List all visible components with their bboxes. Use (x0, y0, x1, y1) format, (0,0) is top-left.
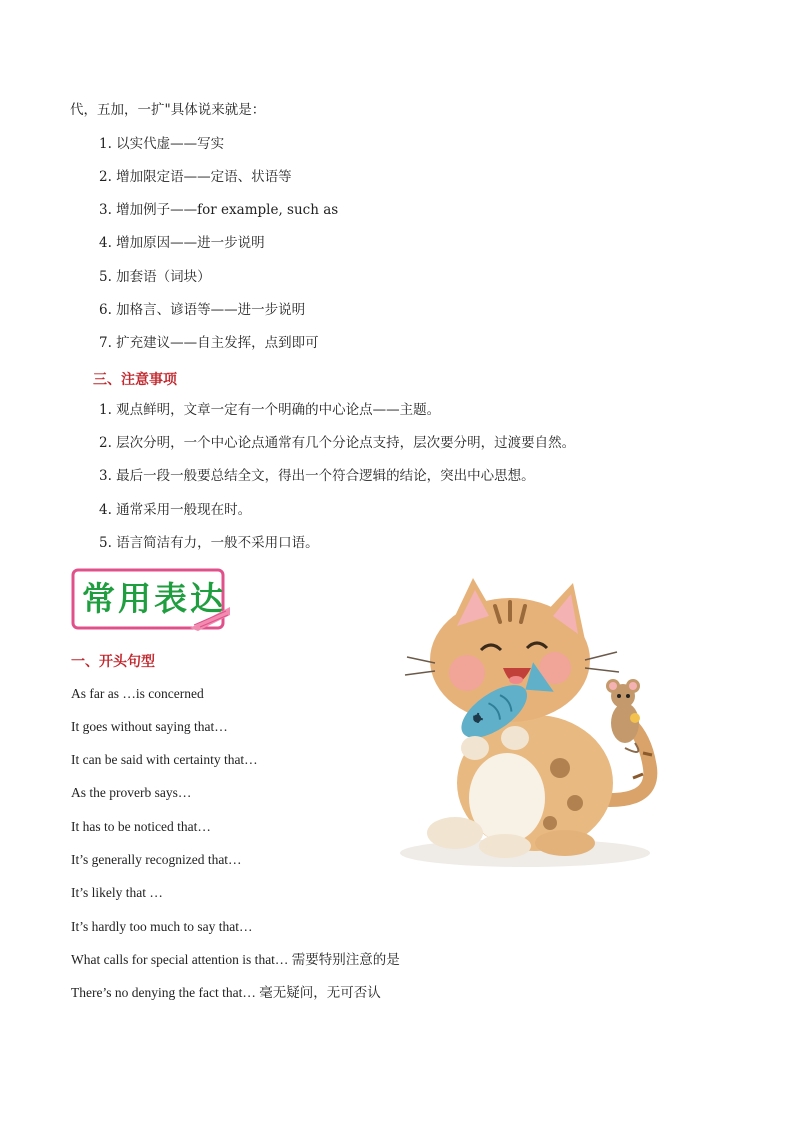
common-expressions-badge (70, 567, 232, 633)
list-item: 1. 以实代虚——写实 (99, 136, 225, 152)
badge-label: 常用表达 (82, 579, 226, 618)
phrase-item: As the proverb says… (71, 785, 192, 800)
cat-illustration (395, 568, 685, 878)
phrase-item: As far as …is concerned (71, 686, 204, 701)
list-item: 7. 扩充建议——自主发挥，点到即可 (99, 335, 319, 351)
list-item: 1. 观点鲜明，文章一定有一个明确的中心论点——主题。 (99, 402, 441, 418)
list-item: 4. 增加原因——进一步说明 (99, 235, 265, 251)
phrase-item: It has to be noticed that… (71, 819, 211, 834)
phrase-item: There’s no denying the fact that… 毫无疑问，无可否认 (71, 985, 381, 1000)
list-item: 2. 层次分明，一个中心论点通常有几个分论点支持，层次要分明，过渡要自然。 (99, 435, 576, 451)
list-item: 6. 加格言、谚语等——进一步说明 (99, 302, 306, 318)
intro-text: 代，五加，一扩"具体说来就是： (70, 102, 266, 118)
list-item: 5. 加套语（词块） (99, 269, 211, 285)
phrase-item: What calls for special attention is that… 需要特别注意的是 (71, 952, 400, 967)
phrase-item: It’s likely that … (71, 885, 163, 900)
list-item: 3. 增加例子——for example, such as (99, 202, 339, 218)
section-heading-openers: 一、开头句型 (71, 654, 155, 670)
list-item: 5. 语言简洁有力，一般不采用口语。 (99, 535, 319, 551)
phrase-item: It can be said with certainty that… (71, 752, 258, 767)
list-item: 4. 通常采用一般现在时。 (99, 502, 252, 518)
phrase-item: It goes without saying that… (71, 719, 228, 734)
list-item: 2. 增加限定语——定语、状语等 (99, 169, 292, 185)
phrase-item: It’s hardly too much to say that… (71, 919, 253, 934)
list-item: 3. 最后一段一般要总结全文，得出一个符合逻辑的结论，突出中心思想。 (99, 468, 535, 484)
section-heading-notes: 三、注意事项 (93, 372, 177, 388)
phrase-item: It’s generally recognized that… (71, 852, 242, 867)
